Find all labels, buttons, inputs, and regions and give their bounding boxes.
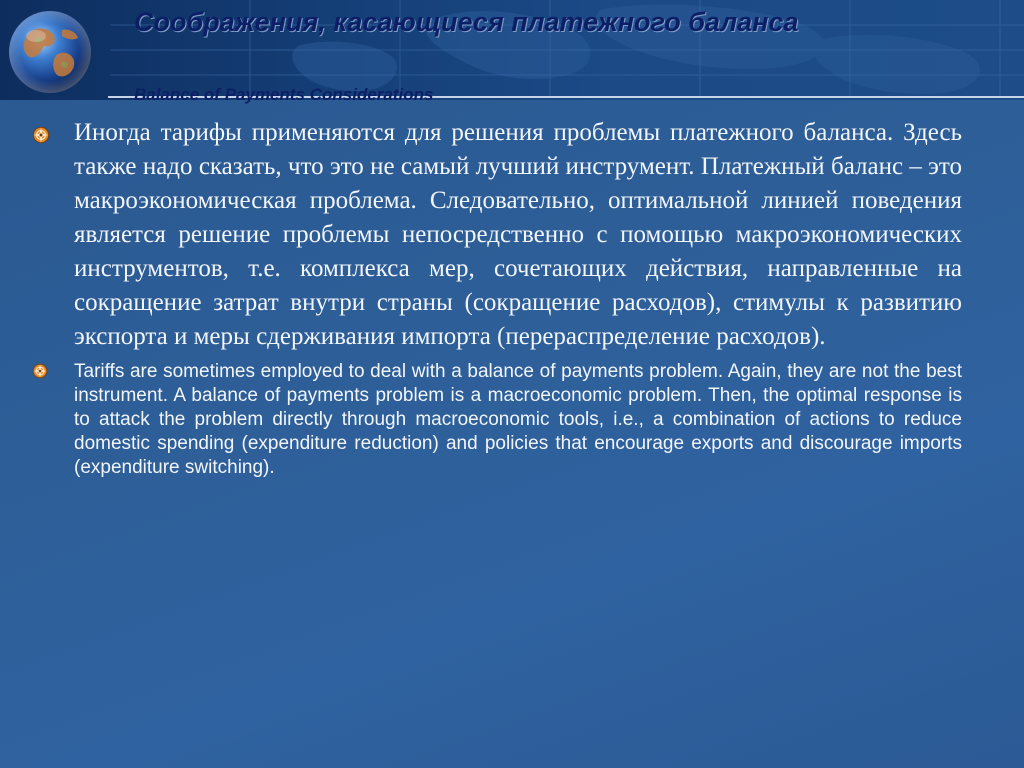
- globe-logo: [0, 10, 100, 94]
- slide-subtitle: Balance of Payments Considerations: [134, 85, 434, 104]
- compass-bullet-icon: [32, 126, 50, 144]
- bullet-item-russian: [32, 116, 962, 354]
- compass-bullet-icon: [32, 363, 48, 379]
- slide-content: [32, 116, 962, 480]
- bullet-item-english: [32, 360, 962, 480]
- bullet-text-english: Tariffs are sometimes employed to deal with a balance of payments problem. Again, they are not the best instrument. A balance of payments problem is a macroeconomic problem. Then, the optimal response is to attack the problem directly through macroeconomic tools, i.e., a combination of actions to reduce domestic spending (expenditure reduction) and policies that encourage exports and discourage imports (expenditure switching).: [74, 361, 962, 478]
- bullet-text-russian: Иногда тарифы применяются для решения проблемы платежного баланса. Здесь также надо сказать, что это не самый лучший инструмент. Платежный баланс – это макроэкономическая проблема. Следовательно, оптимальной линией поведения является решение проблемы непосредственно с помощью макроэкономических инструментов, т.е. комплекса мер, сочетающих действия, направленные на сокращение затрат внутри страны (сокращение расходов), стимулы к развитию экспорта и меры сдерживания импорта (перераспределение расходов).: [74, 119, 962, 350]
- slide-title: Соображения, касающиеся платежного баланса: [134, 7, 799, 37]
- globe-icon: [0, 10, 100, 94]
